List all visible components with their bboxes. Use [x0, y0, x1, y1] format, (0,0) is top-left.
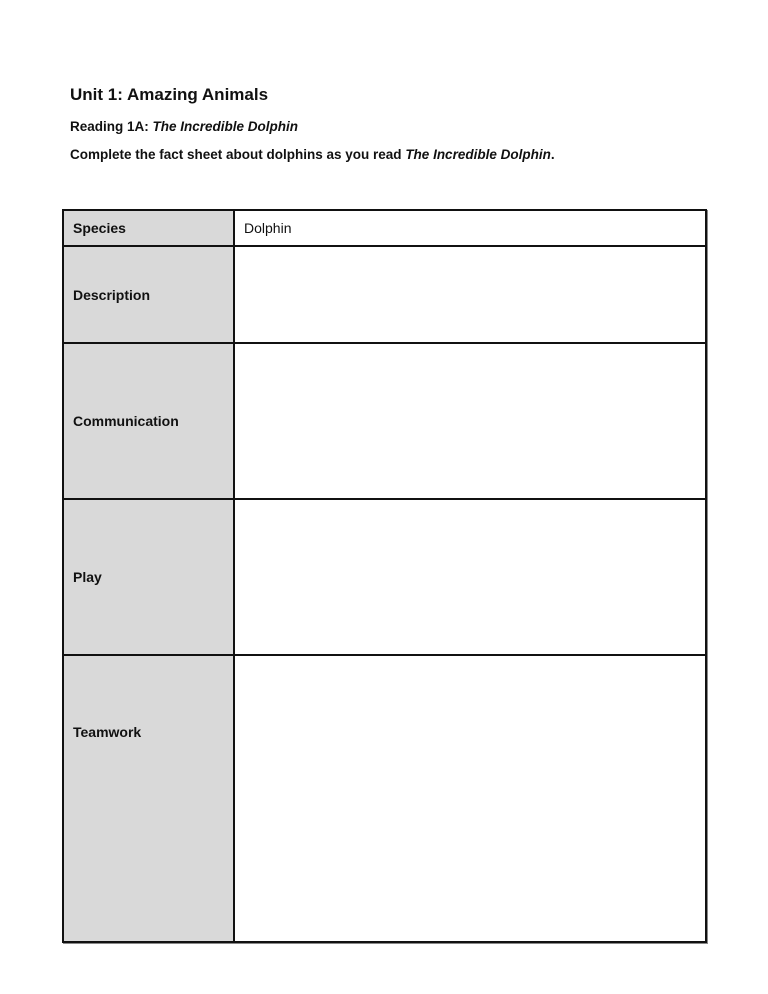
table-row-communication: [63, 343, 706, 499]
instructions: [70, 147, 555, 162]
teamwork-value-cell[interactable]: [234, 655, 706, 942]
play-value-cell[interactable]: [234, 499, 706, 655]
fact-sheet-table: [62, 209, 707, 943]
description-value-cell[interactable]: [234, 246, 706, 343]
reading-prefix: Reading 1A:: [70, 119, 153, 134]
row-label: Species: [63, 210, 234, 246]
row-label: Communication: [63, 343, 234, 499]
row-label: Play: [63, 499, 234, 655]
table-row-species: [63, 210, 706, 246]
instructions-suffix: .: [550, 147, 555, 162]
table-row-play: [63, 499, 706, 655]
instructions-prefix: Complete the fact sheet about dolphins as you read: [70, 147, 406, 162]
row-label: Teamwork: [63, 655, 234, 942]
reading-title: [70, 119, 298, 134]
row-label: Description: [63, 246, 234, 343]
reading-book-title: The Incredible Dolphin: [152, 119, 299, 134]
unit-title: Unit 1: Amazing Animals: [70, 85, 269, 104]
species-value-cell[interactable]: Dolphin: [234, 210, 706, 246]
instructions-book-title: The Incredible Dolphin: [405, 147, 551, 162]
communication-value-cell[interactable]: [234, 343, 706, 499]
table-row-teamwork: [63, 655, 706, 942]
table-row-description: [63, 246, 706, 343]
